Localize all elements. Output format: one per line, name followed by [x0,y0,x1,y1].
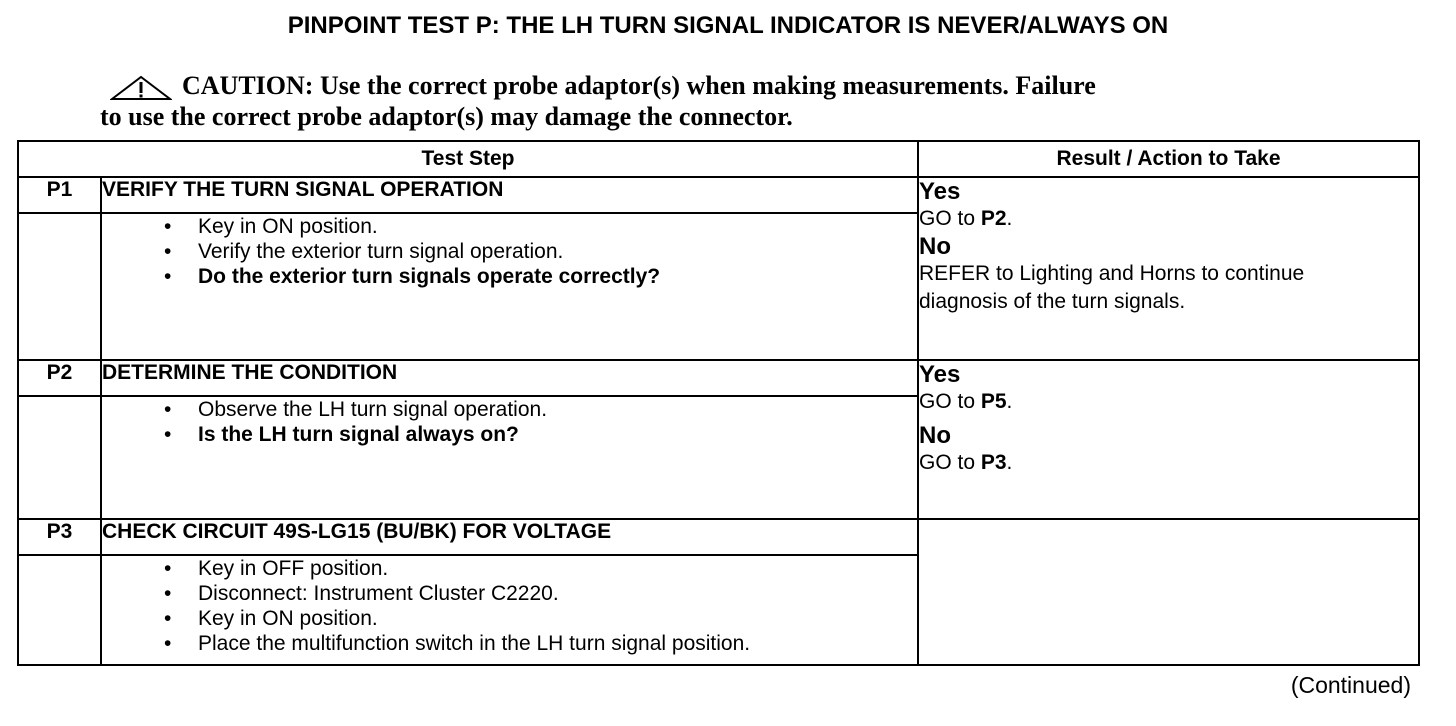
caution-note [100,70,1350,132]
no-action-line2: diagnosis of the turn signals. [919,290,1186,313]
step-content [101,396,918,519]
step-bullet: • Observe the LH turn signal operation. [198,397,917,422]
step-bullet: • Disconnect: Instrument Cluster C2220. [198,581,917,606]
continued-label: (Continued) [1290,672,1411,698]
col-header-result: Result / Action to Take [918,141,1419,177]
caution-label: CAUTION: [182,71,314,100]
action-suffix: . [1006,451,1013,474]
step-id-spacer [18,555,101,665]
no-label: No [919,422,951,449]
step-id-spacer [18,396,101,519]
step-id: P3 [18,519,101,555]
step-question: • Do the exterior turn signals operate correctly? [198,264,917,289]
action-target: P2 [980,207,1007,230]
step-heading: DETERMINE THE CONDITION [101,360,918,396]
step-id: P2 [18,360,101,396]
caution-text-line1: Use the correct probe adaptor(s) when making measurements. Failure [319,71,1096,100]
yes-action [919,205,1418,233]
no-label: No [919,233,951,260]
step-heading: VERIFY THE TURN SIGNAL OPERATION [101,177,918,213]
step-id-spacer [18,213,101,360]
action-suffix: . [1006,390,1013,413]
action-prefix: GO to [919,390,981,413]
step-result [918,519,1419,665]
action-target: P5 [980,390,1007,413]
step-content [101,555,918,665]
col-header-test-step: Test Step [18,141,918,177]
yes-label: Yes [919,178,961,205]
step-result [918,177,1419,360]
step-id: P1 [18,177,101,213]
step-heading: CHECK CIRCUIT 49S-LG15 (BU/BK) FOR VOLTAGE [101,519,918,555]
step-result [918,360,1419,519]
action-target: P3 [980,451,1007,474]
no-action [919,449,1418,477]
step-content [101,213,918,360]
step-bullet: • Verify the exterior turn signal operation. [198,239,917,264]
step-bullet: • Key in ON position. [198,606,917,631]
warning-triangle-icon [110,75,172,101]
step-bullet: • Key in ON position. [198,214,917,239]
action-prefix: GO to [919,207,981,230]
yes-label: Yes [919,361,961,388]
step-bullet: • Place the multifunction switch in the LH turn signal position. [198,631,917,656]
action-prefix: GO to [919,451,981,474]
action-suffix: . [1006,207,1013,230]
yes-action [919,388,1418,416]
step-question: • Is the LH turn signal always on? [198,422,917,447]
no-action-line1: REFER to Lighting and Horns to continue [919,262,1305,285]
page-title: PINPOINT TEST P: THE LH TURN SIGNAL INDICATOR IS NEVER/ALWAYS ON [287,12,1169,39]
step-bullet: • Key in OFF position. [198,556,917,581]
pinpoint-test-table [17,140,1420,666]
caution-text-line2: to use the correct probe adaptor(s) may damage the connector. [100,102,793,131]
